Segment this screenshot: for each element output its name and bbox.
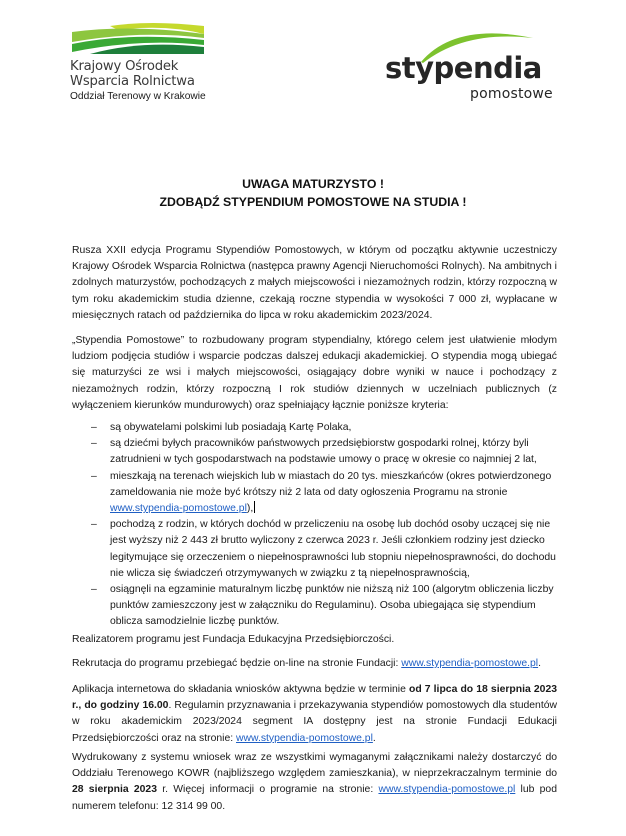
logo-main-text: stypendia [385, 51, 542, 85]
submission-text: Wydrukowany z systemu wniosek wraz ze wszystkimi wymaganymi załącznikami należy dostarczyć do Oddziału Terenowego KOWR (najbliższego względem zamieszkania), w nieprzekraczalnym terminie do [72, 752, 557, 780]
recruitment-text: Rekrutacja do programu przebiegać będzie on-line na stronie Fundacji: [72, 658, 402, 669]
application-suffix: . [372, 732, 376, 744]
more-info-text: r. Więcej informacji o programie na stronie: [156, 784, 379, 796]
criteria-item [72, 469, 557, 518]
dash-bullet: – [91, 519, 97, 531]
regulations-text: . Regulamin przyznawania i przekazywania stypendiów pomostowych dla studentów w roku akademickim 2023/2024 segment IA dostępny jest na stronie Fundacji Edukacji Przedsiębiorczości oraz na stronie: [72, 700, 557, 744]
paragraph-organizer: Realizatorem programu jest Fundacja Edukacyjna Przedsiębiorczości. [72, 634, 395, 645]
stypendia-pomostowe-logo [385, 26, 565, 106]
criteria-item [72, 420, 557, 436]
paragraph-recruitment [72, 656, 557, 672]
kowr-fields-logo-icon [70, 22, 204, 54]
headline [0, 175, 626, 211]
kowr-name-line2: Wsparcia Rolnictwa [70, 74, 195, 89]
paragraph-application-dates [72, 682, 557, 747]
website-link[interactable]: www.stypendia-pomostowe.pl [401, 658, 539, 669]
criteria-item [72, 582, 557, 631]
headline-line1: UWAGA MATURZYSTO ! [242, 177, 384, 191]
paragraph-intro: Rusza XXII edycja Programu Stypendiów Pomostowych, w którym od początku aktywnie uczestniczy Krajowy Ośrodek Wsparcia Rolnictwa (następca prawny Agencji Nieruchomości Rolnych). Na ambitnych i zdolnych maturzystów, pochodzących z małych miejscowości i niezamożnych rodzin, którzy rozpoczną w tym roku akademickim studia dzienne, czekają roczne stypendia w wysokości 7 000 zł, wypłacane w miesięcznych ratach od października do lipca w roku akademickim 2023/2024. [72, 245, 557, 321]
phone-text: lub pod numerem telefonu: 12 314 99 00. [72, 784, 557, 812]
kowr-name-line1: Krajowy Ośrodek [70, 59, 179, 74]
recruitment-suffix: . [538, 658, 541, 669]
dash-bullet: – [91, 584, 97, 596]
criteria-item [72, 436, 557, 468]
criteria-text: pochodzą z rodzin, w których dochód w przeliczeniu na osobę lub dochód osoby uczącej się nie jest wyższy niż 2 443 zł brutto wyliczony z czerwca 2023 r. Jeśli członkiem rodziny jest dziecko legitymujące się orzeczeniem o niepełnosprawności lub stopniu niepełnosprawności, do dochodu nie wlicza się świadczeń otrzymywanych w związku z tą niepełnosprawnością, [110, 519, 556, 579]
dash-bullet: – [91, 470, 97, 482]
criteria-text: mieszkają na terenach wiejskich lub w miastach do 20 tys. mieszkańców (okres potwierdzonego zameldowania nie może być krótszy niż 2 lata od daty ogłoszenia Programu na stronie [110, 470, 552, 498]
criteria-text-suffix: ), [246, 503, 254, 515]
paragraph-submission [72, 750, 557, 815]
text-cursor [254, 501, 255, 513]
application-text: Aplikacja internetowa do składania wniosków aktywna będzie w terminie [72, 684, 409, 695]
criteria-text: osiągnęli na egzaminie maturalnym liczbę punktów nie niższą niż 100 (algorytm obliczenia liczby punktów zamieszczony jest w załączniku do Regulaminu). Osoba ubiegająca się stypendium oblicza samodzielnie liczbę punktów. [110, 584, 554, 628]
criteria-item [72, 517, 557, 582]
criteria-list [72, 420, 557, 631]
website-link[interactable]: www.stypendia-pomostowe.pl [236, 732, 373, 744]
dash-bullet: – [91, 422, 97, 433]
paragraph-program-description: „Stypendia Pomostowe” to rozbudowany program stypendialny, którego celem jest ułatwienie młodym ludziom podjęcia studiów i wsparcie podczas dalszej edukacji akademickiej. O stypendia mogą ubiegać się maturzyści ze wsi i małych miejscowości, osiągający dobre wyniki w nauce i pochodzący z niezamożnych rodzin, którzy rozpoczną I rok studiów dziennych w uczelniach publicznych (z wyłączeniem kierunków mundurowych) oraz spełniający łącznie poniższe kryteria: [72, 335, 557, 411]
dash-bullet: – [91, 438, 97, 450]
website-link[interactable]: www.stypendia-pomostowe.pl [110, 503, 247, 515]
headline-line2: ZDOBĄDŹ STYPENDIUM POMOSTOWE NA STUDIA ! [159, 195, 467, 209]
logo-sub-text: pomostowe [470, 86, 553, 102]
kowr-branch-name: Oddział Terenowy w Krakowie [70, 91, 206, 102]
website-link[interactable]: www.stypendia-pomostowe.pl [378, 784, 516, 796]
application-dates-bold: od 7 lipca do 18 sierpnia 2023 r., do godziny 16.00 [72, 684, 558, 712]
criteria-text: są obywatelami polskimi lub posiadają Kartę Polaka, [110, 422, 352, 433]
kowr-logo [70, 22, 210, 102]
criteria-text: są dziećmi byłych pracowników państwowych przedsiębiorstw gospodarki rolnej, którzy byli zatrudnieni w tych gospodarstwach na podstawie umowy o pracę w okresie co najmniej 2 lat, [110, 438, 537, 466]
submission-deadline-bold: 28 sierpnia 2023 [72, 784, 157, 796]
